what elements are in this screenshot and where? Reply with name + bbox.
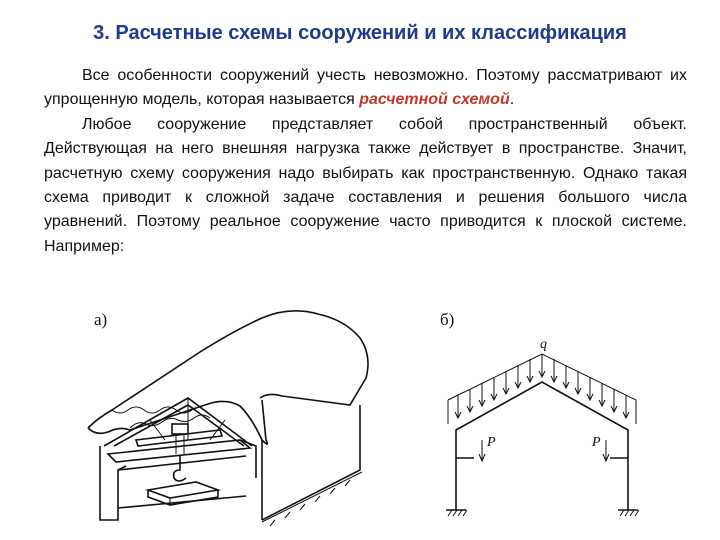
page-title: 3. Расчетные схемы сооружений и их классификация xyxy=(93,22,627,44)
distributed-load-arrows xyxy=(455,354,629,418)
force-label-left: P xyxy=(487,435,496,450)
paragraph-2: Любое сооружение представляет собой пространственный объект. Действующая на него внешняя нагрузка также действует в пространстве. Значит, расчетную схему сооружения надо выбирать как пространственную. Однако такая схема приводит к сложной задаче составления и решения большого числа уравнений. Поэтому реальное сооружение часто приводится к плоской системе. Например: xyxy=(44,115,687,255)
figure-a-label: а) xyxy=(94,310,108,329)
force-label-right: P xyxy=(592,435,601,450)
figure-b-label: б) xyxy=(440,310,455,329)
load-label-q: q xyxy=(540,337,547,352)
paragraph-1-text: Все особенности сооружений учесть невозможно. Поэтому рассматривают их упрощенную модель, которая называется xyxy=(44,67,687,109)
term-design-scheme: расчетной схемой xyxy=(359,91,510,109)
paragraph-1-end: . xyxy=(509,91,515,109)
